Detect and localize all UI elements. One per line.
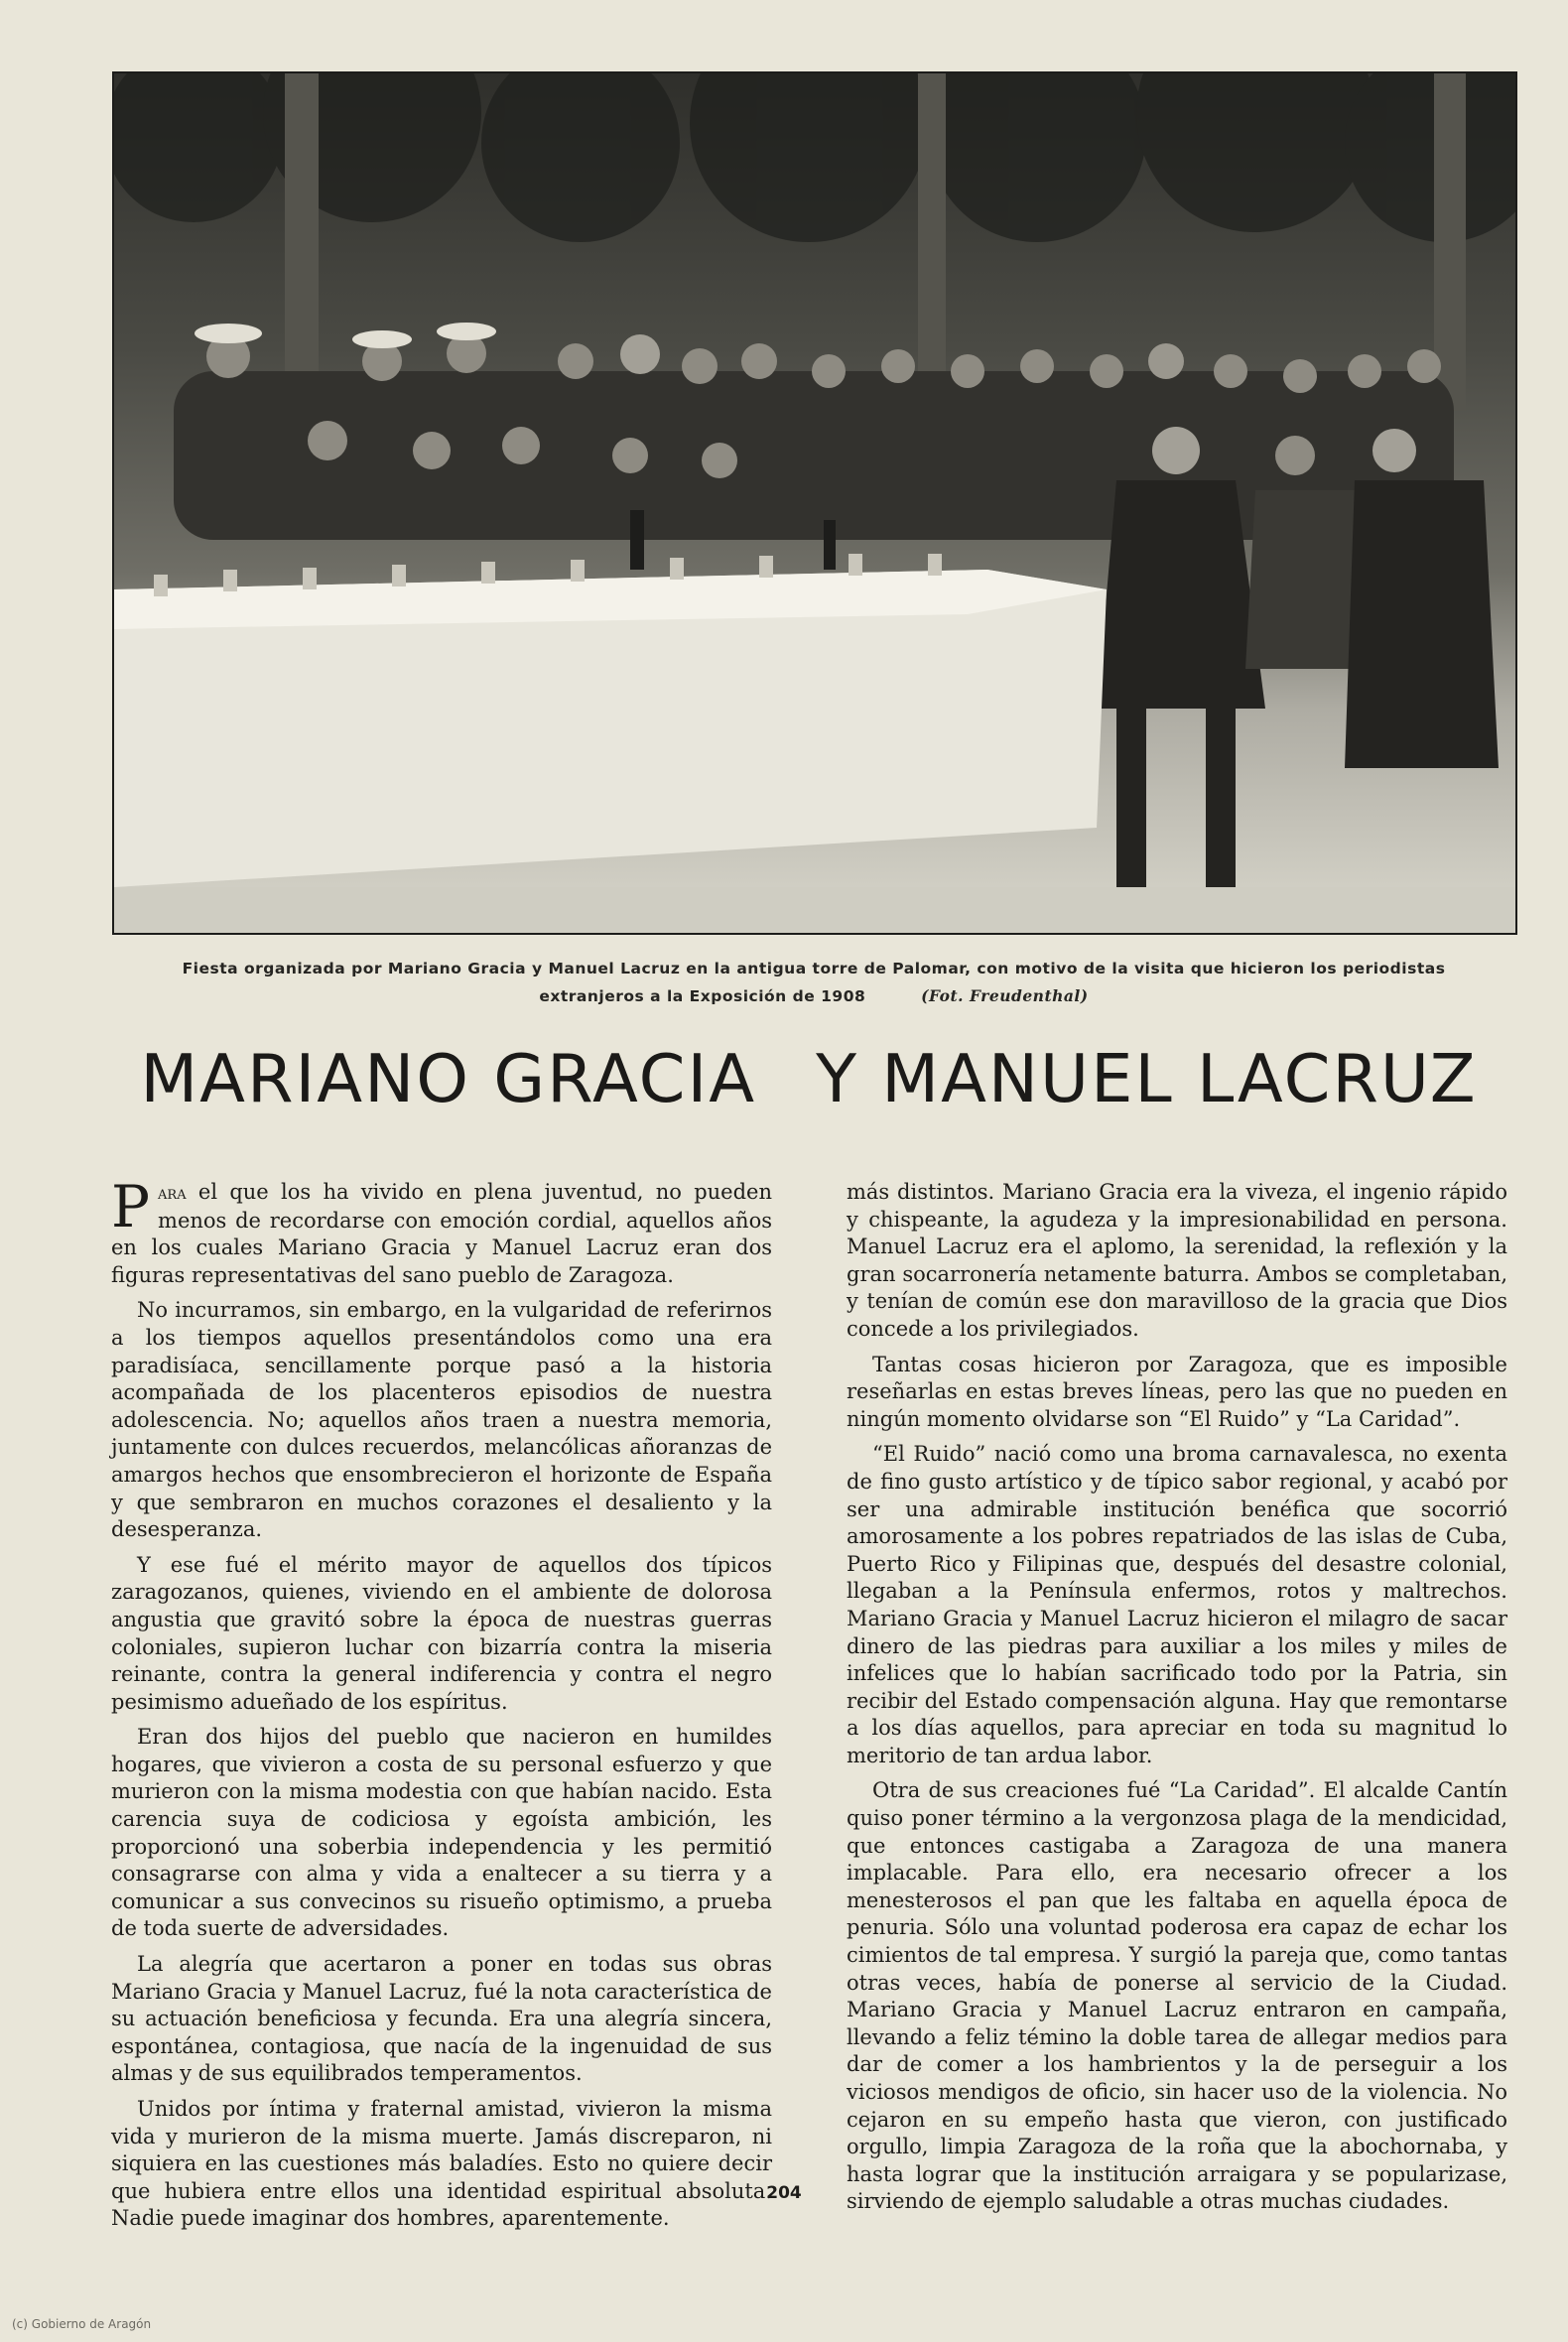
- photo-credit: (Fot. Freudenthal): [921, 986, 1089, 1005]
- photo-illustration: [114, 73, 1515, 933]
- rights-notice: (c) Gobierno de Aragón: [12, 2317, 152, 2331]
- paragraph-1-text: el que los ha vivido en plena juventud, no pueden menos de recordarse con emoción cordial, aquellos años en los cuales Mariano Gracia y Manuel Lacruz eran dos figuras representativas del sano pueblo de Zaragoza.: [111, 1180, 772, 1287]
- article-paragraph-7: más distintos. Mariano Gracia era la viveza, el ingenio rápido y chispeante, la agudeza y la impresionabilidad en persona. Manuel Lacruz era el aplomo, la serenidad, la reflexión y la gran socarronería netamente baturra. Ambos se completaban, y tenían de común ese don maravilloso de la gracia que Dios concede a los privilegiados.: [847, 1180, 1507, 1341]
- caption-text: Fiesta organizada por Mariano Gracia y Manuel Lacruz en la antigua torre de Palomar, con motivo de la visita que hicieron los periodistas extranjeros a la Exposición de 1908: [182, 960, 1446, 1005]
- title-part-1: MARIANO GRACIA: [140, 1040, 757, 1117]
- title-part-2: Y MANUEL LACRUZ: [816, 1040, 1478, 1117]
- article-title: [109, 1040, 1508, 1117]
- banquet-photograph: [112, 71, 1517, 935]
- photo-caption: [139, 955, 1489, 1010]
- article-paragraph-4: Eran dos hijos del pueblo que nacieron en humildes hogares, que vivieron a costa de su personal esfuerzo y que murieron con la misma modestia con que habían nacido. Esta carencia suya de codiciosa y egoísta ambición, les proporcionó una soberbia independencia y les permitió consagrarse con alma y vida a enaltecer a su tierra y a comunicar a sus convecinos su risueño optimismo, a prueba de toda suerte de adversidades.: [111, 1725, 772, 1941]
- article-paragraph-6: Unidos por íntima y fraternal amistad, vivieron la misma vida y murieron de la misma muerte. Jamás discreparon, ni siquiera en las cuestiones más baladíes. Esto no quiere decir que hubiera entre ellos una identidad espiritual absoluta. Nadie puede imaginar dos hombres, aparentemente.: [111, 2097, 772, 2231]
- banquet-table: [114, 510, 1107, 887]
- article-paragraph-5: La alegría que acertaron a poner en todas sus obras Mariano Gracia y Manuel Lacruz, fué la nota característica de su actuación beneficiosa y fecunda. Era una alegría sincera, espontánea, contagiosa, que nacía de la ingenuidad de sus almas y de sus equilibrados temperamentos.: [111, 1952, 772, 2086]
- article-paragraph-3: Y ese fué el mérito mayor de aquellos dos típicos zaragozanos, quienes, viviendo en el ambiente de dolorosa angustia que gravitó sobre la época de nuestras guerras coloniales, supieron luchar con bizarría contra la miseria reinante, contra la general indiferencia y contra el negro pesimismo adueñado de los espíritus.: [111, 1552, 772, 1714]
- drop-cap: P: [111, 1173, 151, 1240]
- lead-smallcaps: ara: [158, 1183, 187, 1204]
- article-paragraph-1: [111, 1173, 772, 1289]
- page-number: 204: [766, 2183, 802, 2203]
- article-paragraph-2: No incurramos, sin embargo, en la vulgaridad de referirnos a los tiempos aquellos presentándolos como una era paradisíaca, sencillamente porque pasó a la historia acompañada de los placenteros episodios de nuestra adolescencia. No; aquellos años traen a nuestra memoria, juntamente con dulces recuerdos, melancólicas añoranzas de amargos hechos que ensombrecieron el horizonte de España y que sembraron en muchos corazones el desaliento y la desesperanza.: [111, 1298, 772, 1542]
- seated-men: [1097, 480, 1499, 907]
- article-column-left: [111, 1173, 772, 2241]
- tree-foliage: [114, 73, 1515, 242]
- ground: [114, 887, 1515, 933]
- article-paragraph-8: Tantas cosas hicieron por Zaragoza, que es imposible reseñarlas en estas breves líneas, pero las que no pueden en ningún momento olvidarse son “El Ruido” y “La Caridad”.: [847, 1352, 1507, 1431]
- article-paragraph-10: Otra de sus creaciones fué “La Caridad”. El alcalde Cantín quiso poner término a la vergonzosa plaga de la mendicidad, que entonces castigaba a Zaragoza de una manera implacable. Para ello, era necesario ofrecer a los menesterosos el pan que les faltaba en aquella época de penuria. Sólo una voluntad poderosa era capaz de echar los cimientos de tal empresa. Y surgió la pareja que, como tantas otras veces, había de ponerse al servicio de la Ciudad. Mariano Gracia y Manuel Lacruz entraron en campaña, llevando a feliz témino la doble tarea de allegar medios para dar de comer a los hambrientos y la de perseguir a los viciosos mendigos de oficio, sin hacer uso de la violencia. No cejaron en su empeño hasta que vieron, con justificado orgullo, limpia Zaragoza de la roña que la abochornaba, y hasta lograr que la institución arraigara y se popularizase, sirviendo de ejemplo saludable a otras muchas ciudades.: [847, 1778, 1507, 2214]
- article-column-right: [847, 1179, 1507, 2224]
- article-paragraph-9: “El Ruido” nació como una broma carnavalesca, no exenta de fino gusto artístico y de típico sabor regional, y acabó por ser una admirable institución benéfica que socorrió amorosamente a los pobres repatriados de las islas de Cuba, Puerto Rico y Filipinas que, después del desastre colonial, llegaban a la Península enfermos, rotos y maltrechos. Mariano Gracia y Manuel Lacruz hicieron el milagro de sacar dinero de las piedras para auxiliar a los miles y miles de infelices que lo habían sacrificado todo por la Patria, sin recibir del Estado compensación alguna. Hay que remontarse a los días aquellos, para apreciar en toda su magnitud lo meritorio de tan ardua labor.: [847, 1442, 1507, 1767]
